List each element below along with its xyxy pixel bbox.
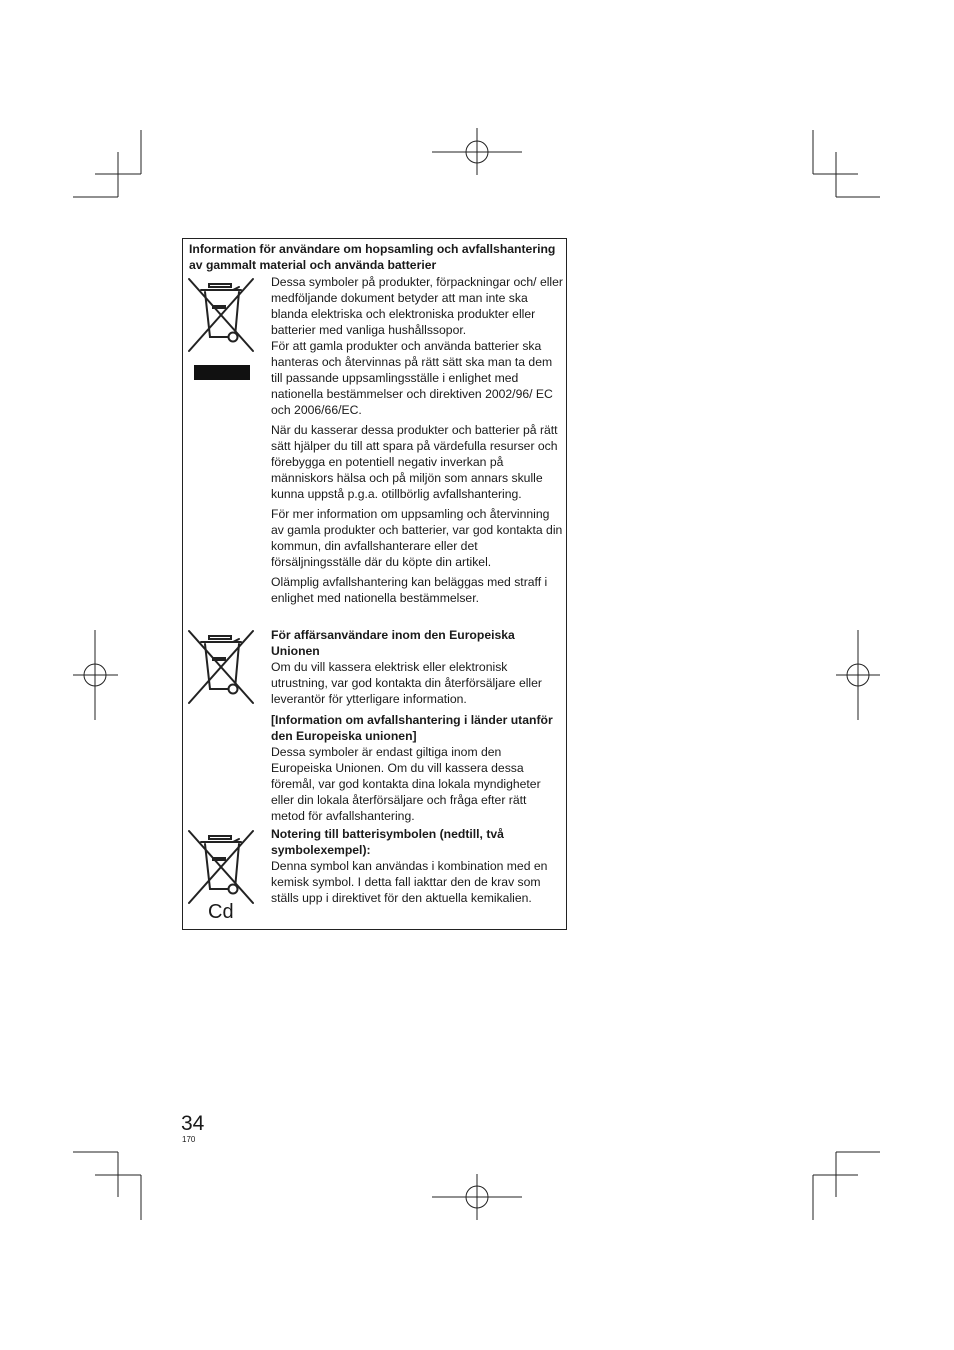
paragraph-penalties: Olämplig avfallshantering kan beläggas med straff i enlighet med nationella bestämmelser. (271, 575, 548, 605)
page-sub-number: 170 (182, 1135, 196, 1144)
battery-symbol-body: Denna symbol kan användas i kombination med en kemisk symbol. I detta fall iakttar den de krav som ställs upp i direktivet för den aktuella kemikalien. (271, 859, 548, 905)
section-outside-eu (271, 712, 563, 824)
paragraph-more-information: För mer information om uppsamling och återvinning av gamla produkter och batterier, var god kontakta din kommun, din avfallshanterare eller det försäljningsställe där du köpte din artikel. (271, 507, 563, 569)
paragraph-proper-handling: För att gamla produkter och använda batterier ska hanteras och återvinnas på rätt sätt ska man ta dem till passande uppsamlingsställe i enlighet med nationella bestämmelser och direktiven 2002/96/ EC och 2006/66/EC. (271, 339, 553, 417)
section-battery-symbol (271, 826, 563, 906)
black-bar-icon (194, 365, 250, 380)
crossed-out-wheelie-bin-icon (187, 629, 255, 705)
page-number: 34 (181, 1112, 205, 1135)
chemical-symbol-label: Cd (208, 901, 234, 923)
box-title: Information för användare om hopsamling och avfallshantering av gammalt material och använda batterier (189, 242, 556, 272)
business-users-heading: För affärsanvändare inom den Europeiska Unionen (271, 628, 515, 658)
section-general-info (271, 274, 563, 606)
business-users-body: Om du vill kassera elektrisk eller elektronisk utrustning, var god kontakta din återförsäljare eller leverantör för ytterligare information. (271, 660, 542, 706)
battery-symbol-heading: Notering till batterisymbolen (nedtill, två symbolexempel): (271, 827, 504, 857)
section-business-users (271, 627, 563, 707)
outside-eu-heading: [Information om avfallshantering i länder utanför den Europeiska unionen] (271, 713, 553, 743)
outside-eu-body: Dessa symboler är endast giltiga inom den Europeiska Unionen. Om du vill kassera dessa föremål, var god kontakta dina lokala myndigheter eller din lokala återförsäljare och fråga efter rätt metod för avfallshantering. (271, 745, 541, 823)
paragraph-symbols-meaning: Dessa symboler på produkter, förpackningar och/ eller medföljande dokument betyder att man inte ska blanda elektriska och elektroniska produkter eller batterier med vanliga hushållssopor. (271, 275, 563, 337)
paragraph-disposal-benefits: När du kasserar dessa produkter och batterier på rätt sätt hjälper du till att spara på värdefulla resurser och förebygga en potentiell negativ inverkan på människors hälsa och på miljön som annars skulle kunna uppstå p.g.a. otillbörlig avfallshantering. (271, 423, 558, 501)
crossed-out-wheelie-bin-icon (187, 277, 255, 353)
crossed-out-wheelie-bin-icon (187, 829, 255, 905)
disposal-information-box (182, 238, 567, 930)
